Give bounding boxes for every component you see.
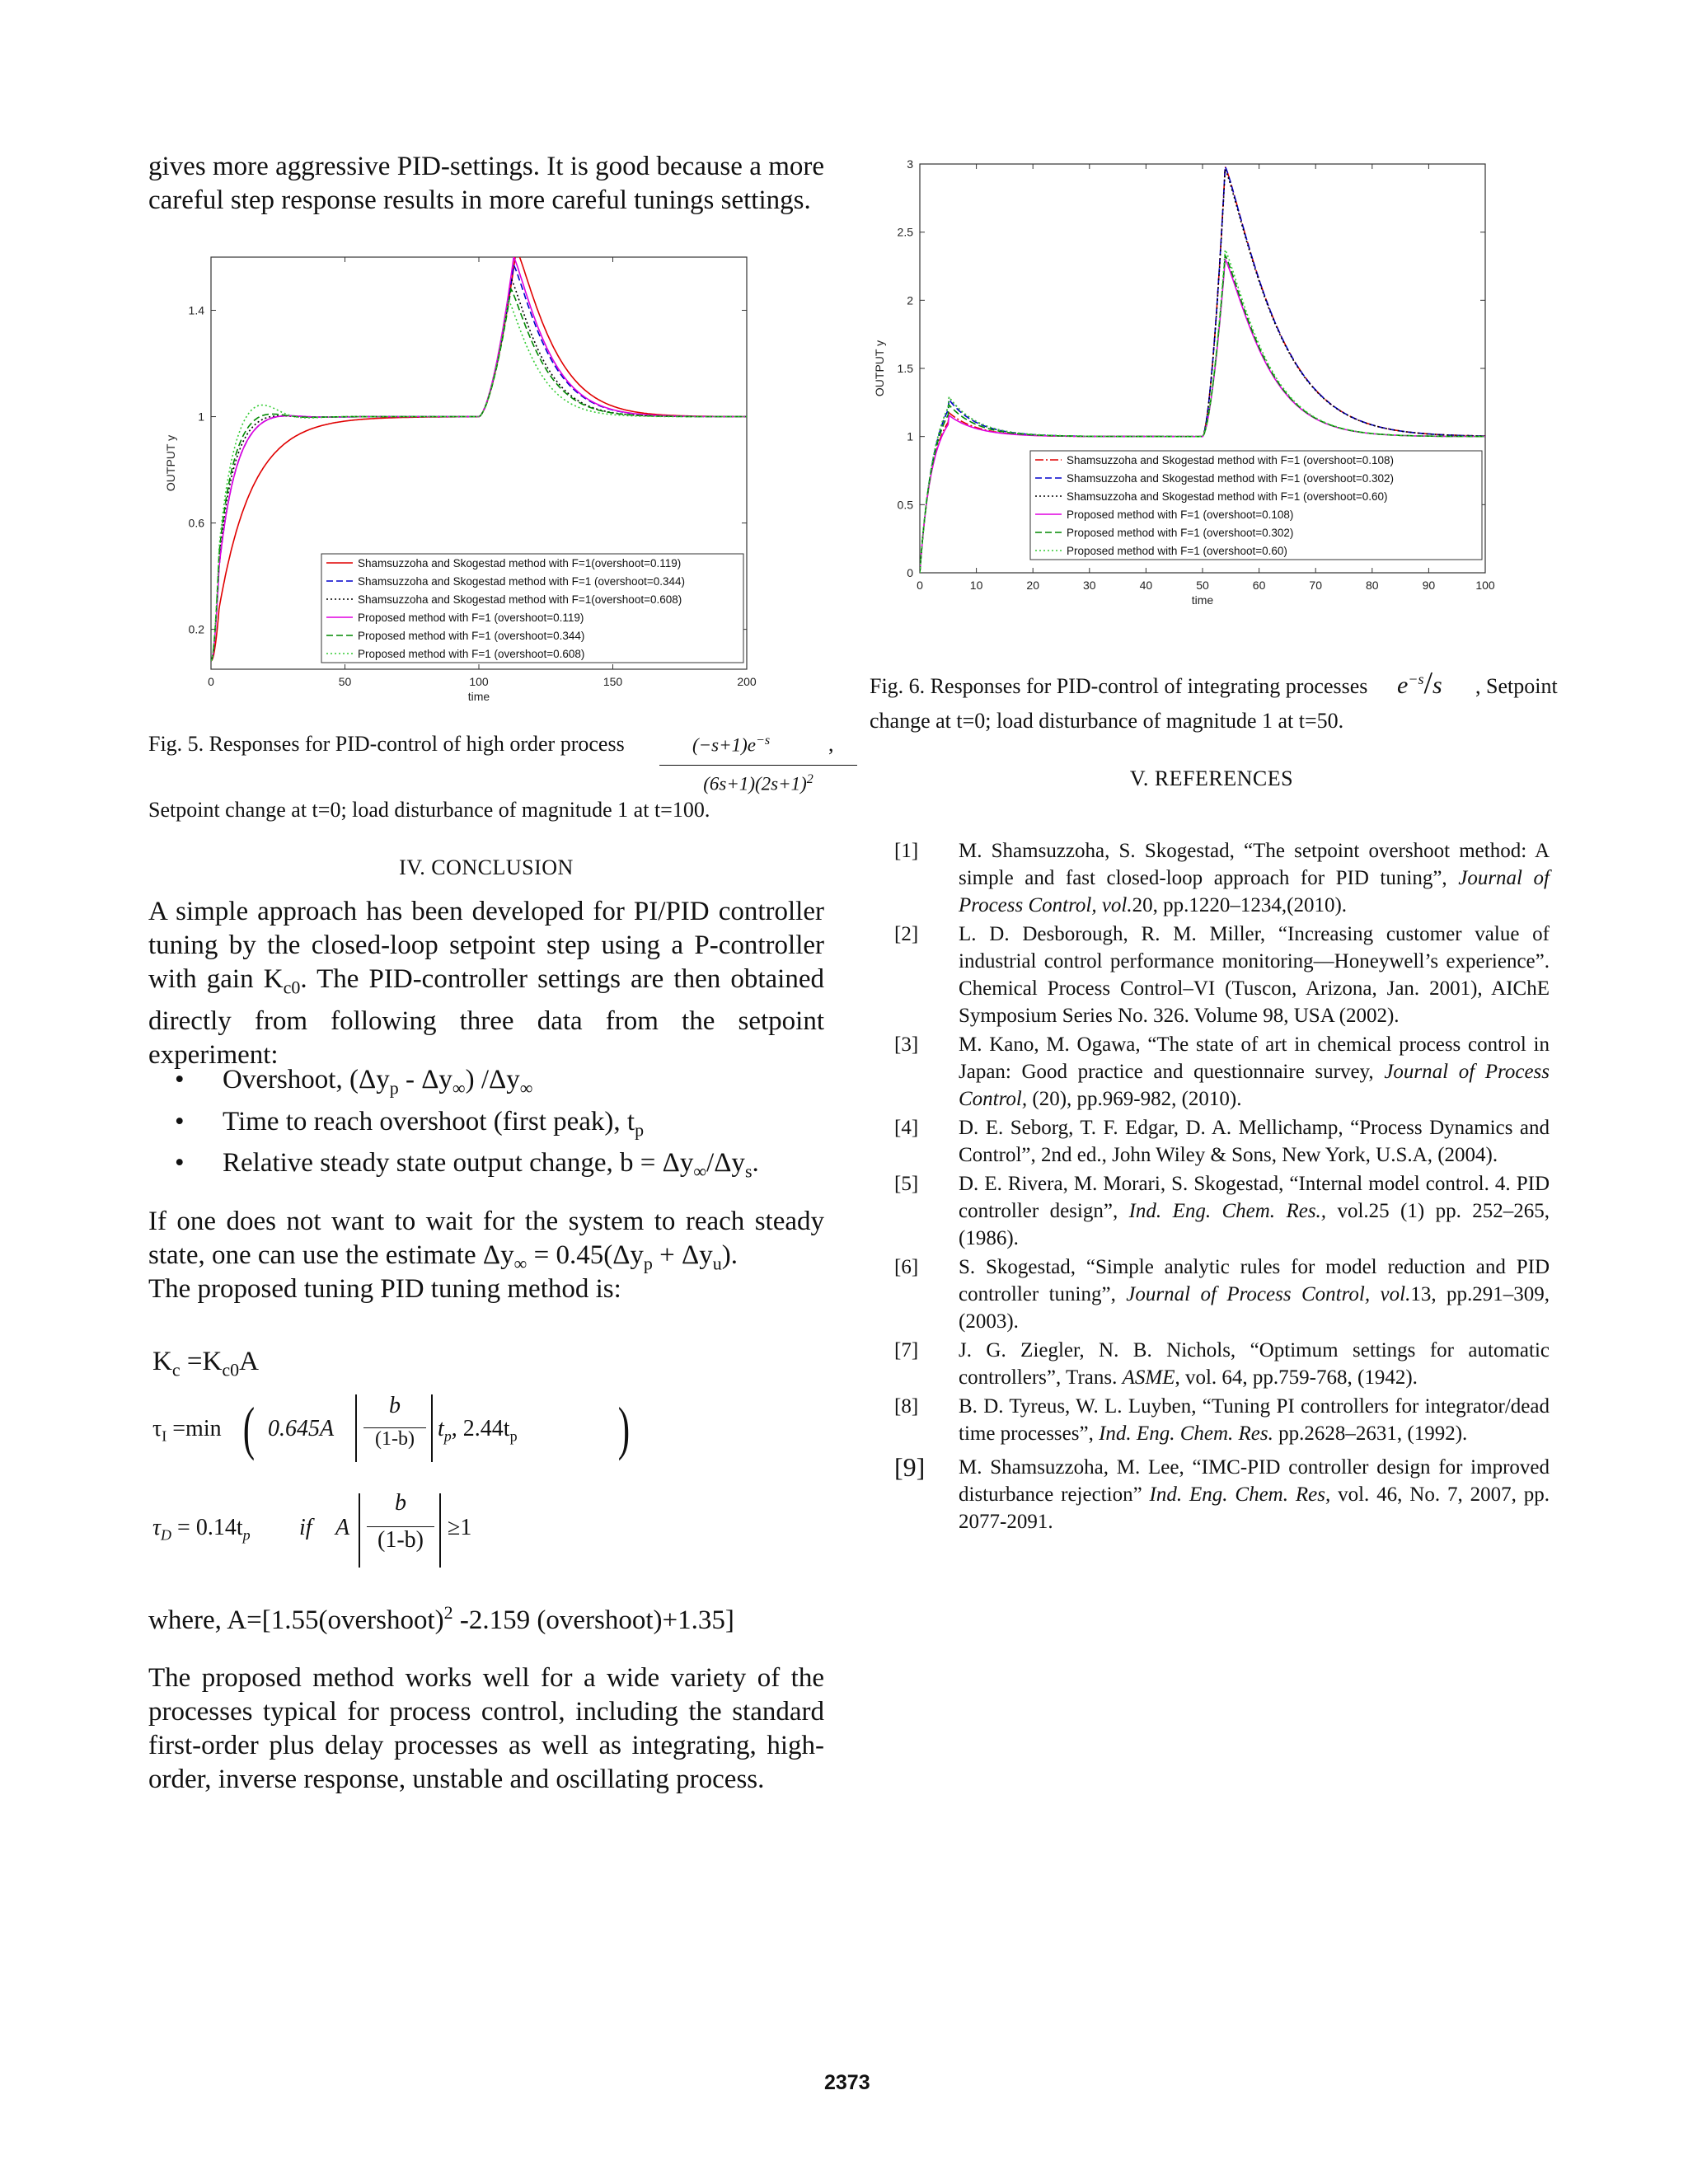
conclusion-paragraph: A simple approach has been developed for PI/PID controller tuning by the closed-loop setpoint step using a P-controller with gain $K_{c0}$. The PID-controller settings are then obtained directly from following three data from the setpoint experiment: <box>148 897 824 1070</box>
equation-tau-d: $\tau_D = 0.14t_p$ if A b (1-b) ≥1 <box>152 1490 565 1572</box>
figure-6-svg <box>874 152 1500 614</box>
x-tick-label: 50 <box>338 675 352 688</box>
x-tick-label: 80 <box>1366 579 1379 592</box>
x-tick-label: 10 <box>969 579 983 592</box>
equation-tau-i: $\tau_I =\min$ ( 0.645A b (1-b) $t_p$, $2.44t_p$ ) <box>152 1393 631 1461</box>
x-tick-label: 0 <box>917 579 923 592</box>
legend-label: Shamsuzzoha and Skogestad method with F=1 (overshoot=0.60) <box>1067 490 1388 503</box>
reference-item: [7] J. G. Ziegler, N. B. Nichols, “Optimum settings for automatic controllers”, Trans. ASME, vol. 64, pp.759-768, (1942). <box>894 1337 1550 1391</box>
y-tick-label: 0.6 <box>188 516 204 530</box>
figure-5-chart <box>148 247 758 709</box>
conclusion-bullet-list <box>148 1063 841 1188</box>
legend-label: Shamsuzzoha and Skogestad method with F=1(overshoot=0.119) <box>358 557 682 569</box>
x-tick-label: 70 <box>1309 579 1322 592</box>
y-tick-label: 0.5 <box>897 498 913 512</box>
references-heading: V. REFERENCES <box>1129 766 1294 790</box>
x-tick-label: 0 <box>208 675 214 688</box>
legend-box <box>1030 451 1482 560</box>
reference-number: [4] <box>894 1117 919 1139</box>
reference-number: [3] <box>894 1033 919 1056</box>
equation-kc: $K_c =K_{c0}A$ <box>152 1347 259 1380</box>
figure-6-caption-text: Fig. 6. Responses for PID-control of integrating processes <box>870 674 1368 698</box>
reference-number: [8] <box>894 1395 919 1418</box>
y-tick-label: 0.2 <box>188 622 204 636</box>
figure-5-caption <box>148 730 841 794</box>
legend-label: Proposed method with F=1 (overshoot=0.119) <box>358 612 584 624</box>
where-clause: where, A=[1.55(overshoot)$^2$ -2.159 (overshoot)+1.35] <box>148 1602 734 1635</box>
x-tick-label: 200 <box>737 675 757 688</box>
reference-number: [9] <box>894 1452 926 1482</box>
y-tick-label: 1.4 <box>188 303 204 317</box>
legend-label: Shamsuzzoha and Skogestad method with F=1 (overshoot=0.302) <box>1067 472 1394 485</box>
y-tick-label: 2.5 <box>897 225 913 239</box>
final-paragraph: The proposed method works well for a wide variety of the processes typical for process control, including the standard first-order plus delay processes as well as integrating, high-order, inverse response, unstable and oscillating process. <box>148 1663 824 1794</box>
legend-label: Shamsuzzoha and Skogestad method with F=1 (overshoot=0.344) <box>358 575 685 588</box>
reference-item: [4] D. E. Seborg, T. F. Edgar, D. A. Mellichamp, “Process Dynamics and Control”, 2nd ed., John Wiley & Sons, New York, U.S.A, (2004). <box>894 1114 1550 1169</box>
method-intro: The proposed tuning PID tuning method is: <box>148 1274 621 1304</box>
reference-item: [6] S. Skogestad, “Simple analytic rules for model reduction and PID controller tuning”, Journal of Process Control, vol.13, pp.291–309, (2003). <box>894 1254 1550 1335</box>
bullet-overshoot: • Overshoot, $(\Delta y_p - \Delta y_\infty)$ $/\Delta y_\infty$ <box>175 1065 533 1099</box>
legend-label: Proposed method with F=1 (overshoot=0.608) <box>358 648 585 660</box>
x-tick-label: 40 <box>1139 579 1153 592</box>
x-tick-label: 60 <box>1252 579 1266 592</box>
reference-number: [1] <box>894 840 919 862</box>
page-number: 2373 <box>824 2071 870 2094</box>
figure-6-chart <box>874 152 1500 614</box>
figure-6-caption-tail: , Setpoint <box>1475 674 1558 698</box>
legend-label: Proposed method with F=1 (overshoot=0.344) <box>358 630 585 642</box>
y-tick-label: 2 <box>907 293 913 307</box>
figure-5-formula-comma: , <box>828 732 834 756</box>
legend-label: Shamsuzzoha and Skogestad method with F=1(overshoot=0.608) <box>358 593 682 606</box>
x-tick-label: 100 <box>1475 579 1495 592</box>
y-axis-label: OUTPUT y <box>164 434 177 492</box>
reference-item: [3] M. Kano, M. Ogawa, “The state of art in chemical process control in Japan: Good practice and questionnaire survey, Journal of Process Control, (20), pp.969-982, (2010). <box>894 1031 1550 1113</box>
reference-item: [2] L. D. Desborough, R. M. Miller, “Increasing customer value of industrial control performance monitoring—Honeywell’s experience”. Chemical Process Control–VI (Tuscon, Arizona, Jan. 2001), AIChE Symposium Series No. 326. Volume 98, USA (2002). <box>894 921 1550 1029</box>
x-axis-label: time <box>1191 593 1214 607</box>
conclusion-heading: IV. CONCLUSION <box>399 855 574 879</box>
x-tick-label: 150 <box>603 675 623 688</box>
reference-number: [5] <box>894 1173 919 1195</box>
reference-number: [7] <box>894 1339 919 1361</box>
reference-number: [6] <box>894 1256 919 1278</box>
y-tick-label: 1 <box>198 410 204 424</box>
x-tick-label: 30 <box>1083 579 1096 592</box>
figure-6-formula: $e^{-s}/s$ <box>1397 666 1442 701</box>
reference-item: [5] D. E. Rivera, M. Morari, S. Skogestad, “Internal model control. 4. PID controller design”, Ind. Eng. Chem. Res., vol.25 (1) pp. 252–265, (1986). <box>894 1170 1550 1252</box>
x-axis-label: time <box>467 690 490 703</box>
reference-number: [2] <box>894 923 919 945</box>
y-tick-label: 3 <box>907 157 913 171</box>
references-list <box>894 837 1550 1537</box>
intro-paragraph: gives more aggressive PID-settings. It is good because a more careful step response results in more careful tunings settings. <box>148 152 824 215</box>
figure-5-caption-text: Fig. 5. Responses for PID-control of high order process <box>148 732 625 756</box>
legend-box <box>321 554 743 663</box>
figure-6-caption <box>870 666 1558 701</box>
figure-5-svg <box>148 247 758 709</box>
legend-label: Shamsuzzoha and Skogestad method with F=1 (overshoot=0.108) <box>1067 454 1394 466</box>
x-tick-label: 90 <box>1422 579 1436 592</box>
y-tick-label: 1.5 <box>897 362 913 375</box>
legend-label: Proposed method with F=1 (overshoot=0.60) <box>1067 545 1287 557</box>
figure-5-formula-numerator: $(-s+1)e^{-s}$ <box>692 733 771 756</box>
reference-item: [9] M. Shamsuzzoha, M. Lee, “IMC-PID controller design for improved disturbance rejection” Ind. Eng. Chem. Res, vol. 46, No. 7, 2007, pp. 2077-2091. <box>894 1452 1550 1533</box>
bullet-relative-change: • Relative steady state output change, $b = \Delta y_\infty/\Delta y_s$. <box>175 1148 759 1182</box>
figure-5-caption-line2: Setpoint change at t=0; load disturbance of magnitude 1 at t=100. <box>148 798 710 822</box>
estimate-paragraph: If one does not want to wait for the system to reach steady state, one can use the estimate $\Delta y_\infty = 0.45(\Delta y_p + \Delta y_u)$. <box>148 1207 824 1274</box>
x-tick-label: 20 <box>1026 579 1039 592</box>
y-tick-label: 1 <box>907 429 913 443</box>
x-tick-label: 100 <box>469 675 489 688</box>
figure-5-formula-denominator: $(6s+1)(2s+1)^2$ <box>659 765 857 798</box>
legend-label: Proposed method with F=1 (overshoot=0.302) <box>1067 527 1294 539</box>
x-tick-label: 50 <box>1196 579 1209 592</box>
bullet-time-to-peak: • Time to reach overshoot (first peak), $t_p$ <box>175 1106 645 1141</box>
legend-label: Proposed method with F=1 (overshoot=0.108) <box>1067 509 1294 521</box>
figure-6-caption-line2: change at t=0; load disturbance of magnitude 1 at t=50. <box>870 709 1344 733</box>
reference-item: [1] M. Shamsuzzoha, S. Skogestad, “The setpoint overshoot method: A simple and fast closed-loop approach for PID tuning”, Journal of Process Control, vol.20, pp.1220–1234,(2010). <box>894 837 1550 919</box>
y-axis-label: OUTPUT y <box>874 340 886 397</box>
y-tick-label: 0 <box>907 566 913 579</box>
reference-item: [8] B. D. Tyreus, W. L. Luyben, “Tuning PI controllers for integrator/dead time processes”, Ind. Eng. Chem. Res. pp.2628–2631, (1992). <box>894 1393 1550 1447</box>
